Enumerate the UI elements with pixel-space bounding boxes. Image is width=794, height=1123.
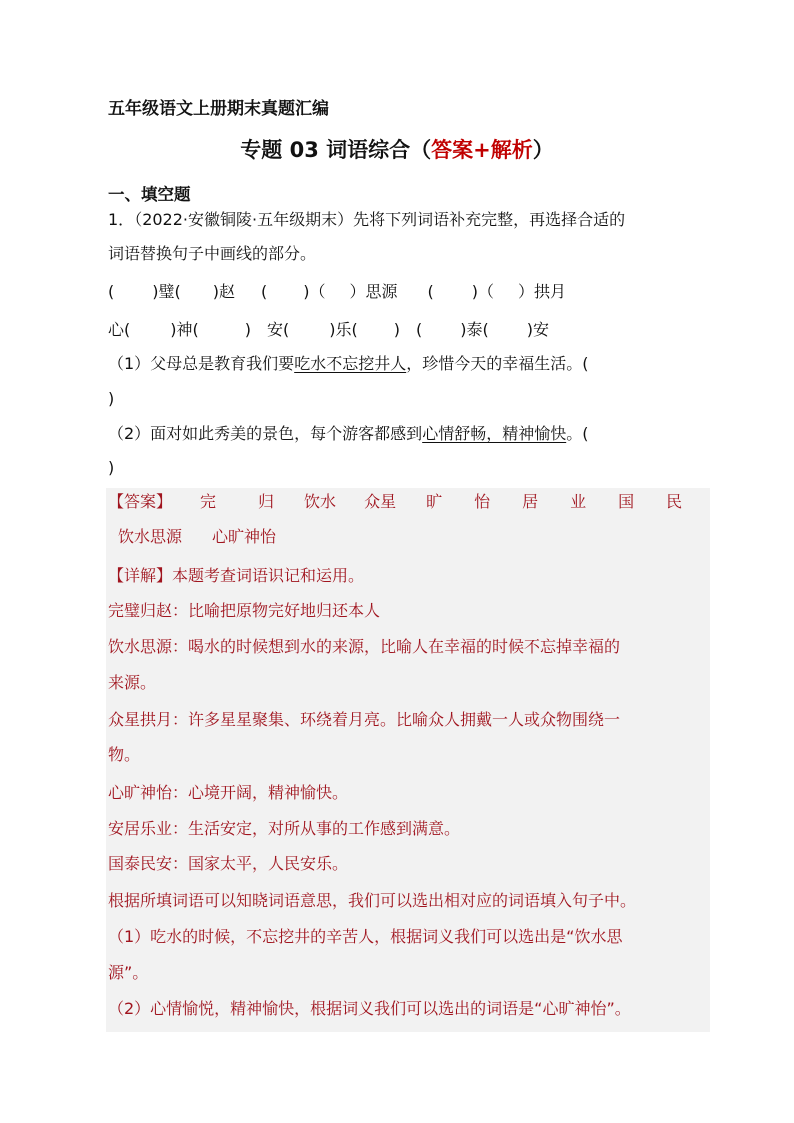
detail-line: 完璧归赵：比喻把原物完好地归还本人	[108, 601, 381, 620]
blank-part: )赵	[212, 282, 235, 301]
sub2-suffix: 。(	[566, 424, 589, 443]
detail-line: （1）吃水的时候，不忘挖井的辛苦人，根据词义我们可以选出是“饮水思	[108, 927, 623, 946]
answer-item: 饮水思源	[118, 527, 183, 546]
answer-item: 饮水	[304, 492, 337, 511]
sub2-close: )	[108, 458, 115, 477]
blank-part: ）拱月	[518, 282, 567, 301]
answer-item: 业	[570, 492, 587, 511]
answer-item: 众星	[364, 492, 397, 511]
sub-question-1	[108, 354, 588, 374]
blank-part: (	[108, 282, 115, 301]
detail-line: 源”。	[108, 963, 149, 982]
detail-line: 来源。	[108, 673, 157, 692]
blank-part: ）思源	[349, 282, 398, 301]
sub1-prefix: （1）父母总是教育我们要	[108, 354, 295, 373]
blank-part: (	[261, 282, 268, 301]
title-highlight: 答案+解析	[431, 138, 533, 162]
detail-line: 物。	[108, 745, 141, 764]
answer-label: 【答案】	[108, 492, 173, 511]
blank-part: 心(	[108, 320, 131, 339]
sub1-underlined-phrase: 吃水不忘挖井人	[294, 354, 407, 373]
sub2-prefix: （2）面对如此秀美的景色，每个游客都感到	[108, 424, 423, 443]
blank-row-2	[108, 320, 549, 340]
detail-line: 国泰民安：国家太平，人民安乐。	[108, 854, 349, 873]
detail-header	[108, 566, 364, 586]
question-stem-text: （2022·安徽铜陵·五年级期末）先将下列词语补充完整，再选择合适的	[134, 210, 626, 229]
page-title	[0, 137, 794, 163]
sub-question-2	[108, 424, 588, 444]
question-stem-line2: 词语替换句子中画线的部分。	[108, 244, 317, 263]
title-main: 专题 03 词语综合（	[240, 138, 432, 162]
answer-row-2	[118, 527, 276, 547]
section-heading: 一、填空题	[108, 185, 191, 204]
question-number: 1．	[108, 210, 135, 229]
answer-item: 居	[522, 492, 539, 511]
detail-line: 饮水思源：喝水的时候想到水的来源，比喻人在幸福的时候不忘掉幸福的	[108, 637, 621, 656]
series-title: 五年级语文上册期末真题汇编	[108, 99, 329, 119]
blank-part: )神(	[170, 320, 199, 339]
blank-part: 安(	[267, 320, 290, 339]
blank-part: (	[416, 320, 423, 339]
blank-part: )（	[471, 282, 495, 301]
sub1-close: )	[108, 389, 115, 408]
detail-intro: 本题考查词语识记和运用。	[172, 566, 365, 585]
blank-part: )	[244, 320, 251, 339]
detail-line: （2）心情愉悦，精神愉快，根据词义我们可以选出的词语是“心旷神怡”。	[108, 999, 631, 1018]
answer-item: 旷	[426, 492, 443, 511]
detail-line: 心旷神怡：心境开阔，精神愉快。	[108, 783, 349, 802]
sub1-suffix: ，珍惜今天的幸福生活。(	[406, 354, 589, 373]
answer-item: 心旷神怡	[212, 527, 277, 546]
blank-part: )乐(	[329, 320, 358, 339]
blank-part: )	[393, 320, 400, 339]
blank-part: )泰(	[460, 320, 489, 339]
title-end: ）	[532, 138, 554, 162]
blank-part: )璧(	[152, 282, 181, 301]
detail-label: 【详解】	[108, 566, 173, 585]
answer-row-1	[108, 492, 682, 512]
answer-item: 怡	[474, 492, 491, 511]
detail-line: 众星拱月：许多星星聚集、环绕着月亮。比喻众人拥戴一人或众物围绕一	[108, 710, 621, 729]
sub2-underlined-phrase: 心情舒畅，精神愉快	[422, 424, 567, 443]
answer-item: 民	[666, 492, 683, 511]
answer-item: 归	[258, 492, 275, 511]
blank-part: )安	[526, 320, 549, 339]
question-stem-line1	[108, 210, 625, 230]
blank-part: )（	[303, 282, 326, 301]
blank-row-1	[108, 282, 566, 302]
detail-line: 根据所填词语可以知晓词语意思，我们可以选出相对应的词语填入句子中。	[108, 891, 637, 910]
answer-item: 国	[618, 492, 635, 511]
detail-line: 安居乐业：生活安定，对所从事的工作感到满意。	[108, 819, 461, 838]
answer-item: 完	[200, 492, 217, 511]
blank-part: (	[427, 282, 434, 301]
